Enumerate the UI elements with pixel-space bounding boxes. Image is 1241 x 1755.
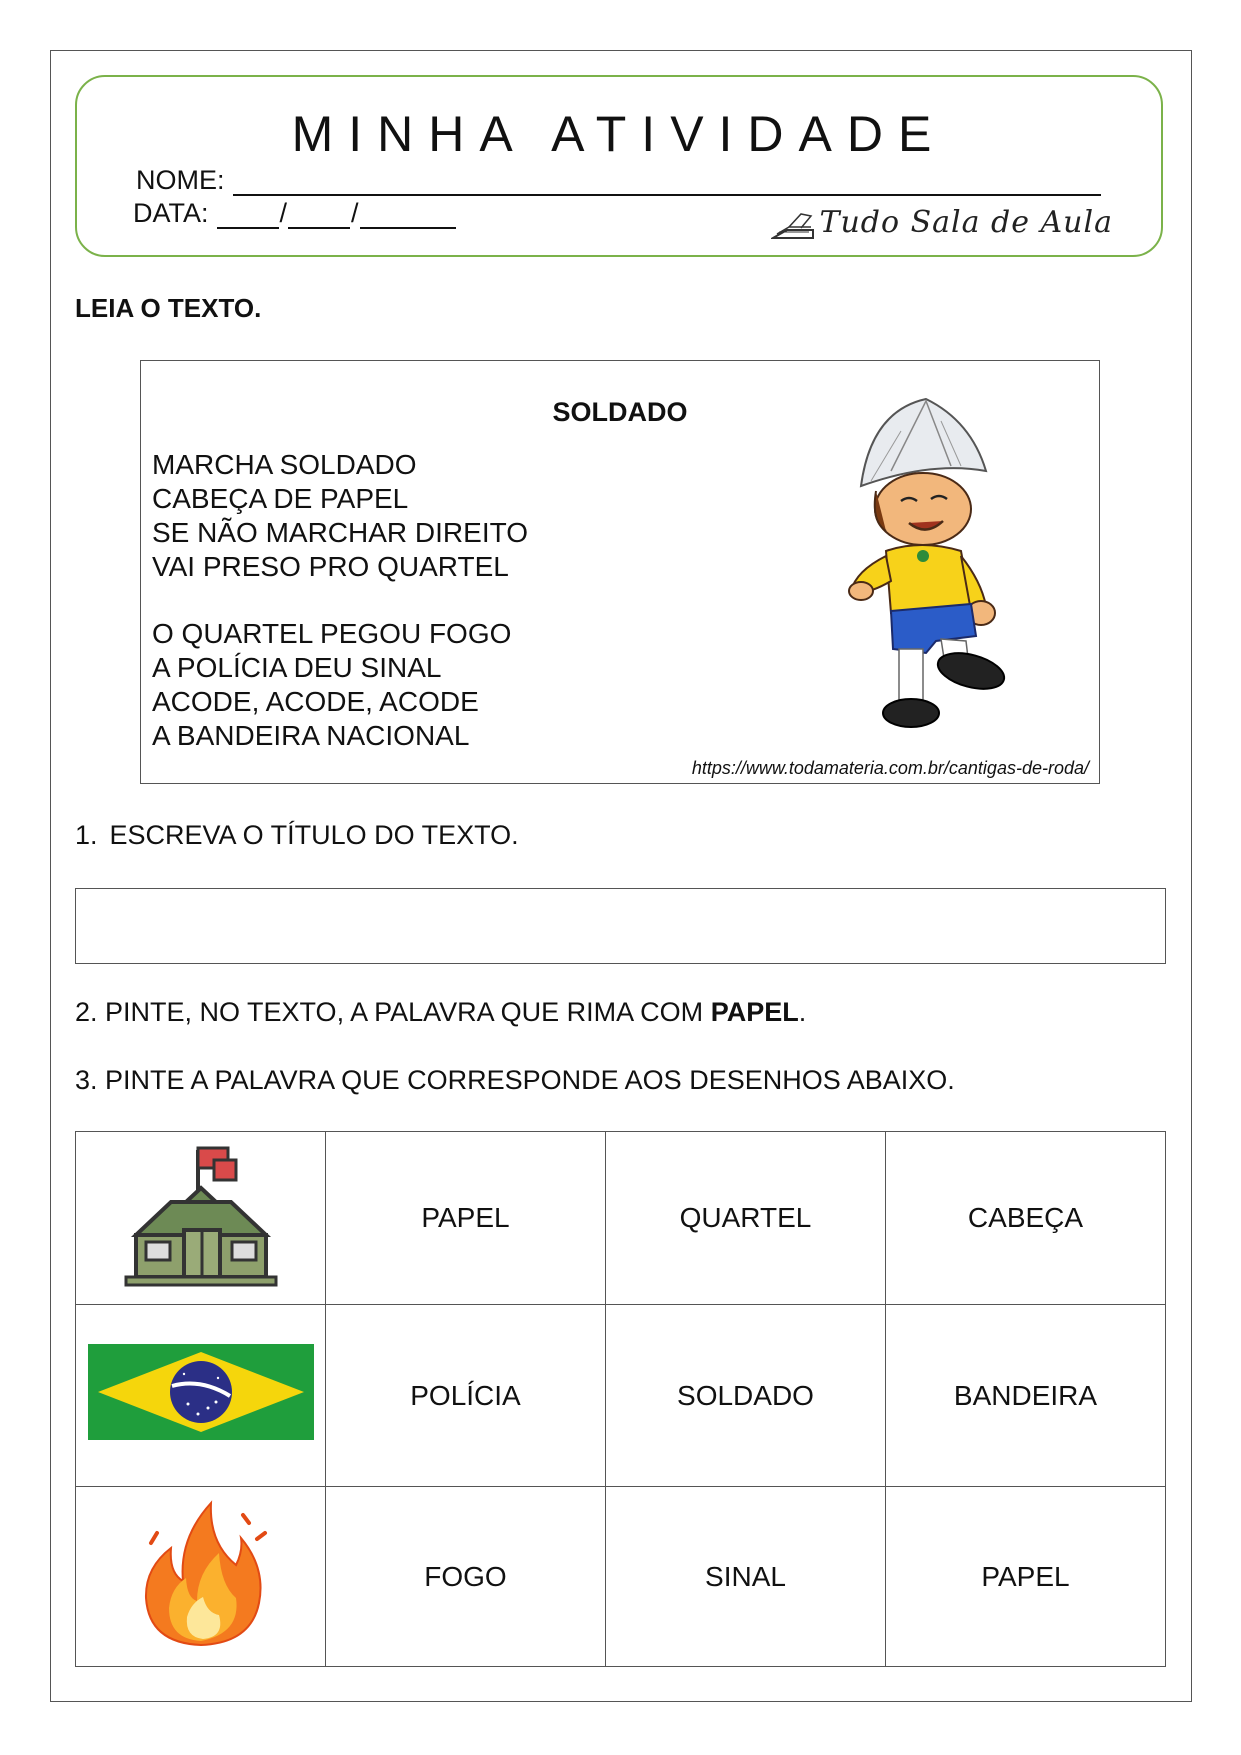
- brazil-flag-icon: [88, 1344, 314, 1440]
- word-cell[interactable]: CABEÇA: [886, 1132, 1166, 1305]
- page-title: MINHA ATIVIDADE: [291, 106, 947, 162]
- word-cell[interactable]: PAPEL: [326, 1132, 606, 1305]
- word-cell[interactable]: SINAL: [606, 1487, 886, 1667]
- word-table: [75, 1131, 1166, 1667]
- poem-title: SOLDADO: [552, 397, 688, 427]
- poem-line: O QUARTEL PEGOU FOGO: [152, 618, 512, 649]
- instruction: LEIA O TEXTO.: [75, 293, 262, 323]
- word-cell[interactable]: FOGO: [326, 1487, 606, 1667]
- header-box: [75, 75, 1163, 257]
- question-2: [75, 997, 806, 1028]
- table-row: [76, 1487, 1166, 1667]
- question-1-text: ESCREVA O TÍTULO DO TEXTO.: [109, 820, 519, 850]
- poem-box: [140, 360, 1100, 784]
- question-number: 1.: [75, 820, 98, 850]
- stanza-1: [152, 448, 528, 584]
- word-cell[interactable]: QUARTEL: [606, 1132, 886, 1305]
- image-cell: [76, 1487, 326, 1667]
- date-label: DATA:: [133, 198, 209, 228]
- date-separator: /: [351, 198, 359, 228]
- date-day-line[interactable]: [217, 201, 279, 229]
- poem-line: SE NÃO MARCHAR DIREITO: [152, 517, 528, 548]
- source-link[interactable]: https://www.todamateria.com.br/cantigas-de-roda/: [691, 758, 1089, 778]
- answer-box[interactable]: [75, 888, 1166, 964]
- poem-line: VAI PRESO PRO QUARTEL: [152, 551, 509, 582]
- date-field[interactable]: [133, 198, 456, 229]
- name-line[interactable]: [233, 168, 1101, 196]
- poem-line: ACODE, ACODE, ACODE: [152, 686, 479, 717]
- question-1: [75, 820, 519, 851]
- question-2-end: .: [798, 997, 807, 1027]
- question-2-bold-word: PAPEL: [710, 997, 799, 1027]
- image-cell: [76, 1305, 326, 1487]
- logo-text: Tudo Sala de Aula: [819, 205, 1113, 240]
- date-month-line[interactable]: [288, 201, 350, 229]
- logo: [771, 205, 1113, 240]
- book-stack-icon: [771, 210, 815, 240]
- question-2-text: 2. PINTE, NO TEXTO, A PALAVRA QUE RIMA COM: [75, 997, 711, 1027]
- poem-line: CABEÇA DE PAPEL: [152, 483, 409, 514]
- name-field[interactable]: [136, 165, 1101, 196]
- table-row: [76, 1305, 1166, 1487]
- barracks-icon: [116, 1140, 286, 1290]
- poem-line: A POLÍCIA DEU SINAL: [152, 652, 442, 683]
- image-cell: [76, 1132, 326, 1305]
- soldier-illustration: [831, 391, 1011, 746]
- name-label: NOME:: [136, 165, 225, 195]
- poem-line: MARCHA SOLDADO: [152, 449, 417, 480]
- table-row: [76, 1132, 1166, 1305]
- word-cell[interactable]: POLÍCIA: [326, 1305, 606, 1487]
- word-cell[interactable]: SOLDADO: [606, 1305, 886, 1487]
- stanza-2: [152, 617, 511, 753]
- date-separator: /: [279, 198, 288, 228]
- poem-line: A BANDEIRA NACIONAL: [152, 720, 470, 751]
- fire-icon: [131, 1493, 271, 1653]
- date-year-line[interactable]: [360, 201, 456, 229]
- word-cell[interactable]: PAPEL: [886, 1487, 1166, 1667]
- word-cell[interactable]: BANDEIRA: [886, 1305, 1166, 1487]
- question-3: 3. PINTE A PALAVRA QUE CORRESPONDE AOS DESENHOS ABAIXO.: [75, 1065, 955, 1095]
